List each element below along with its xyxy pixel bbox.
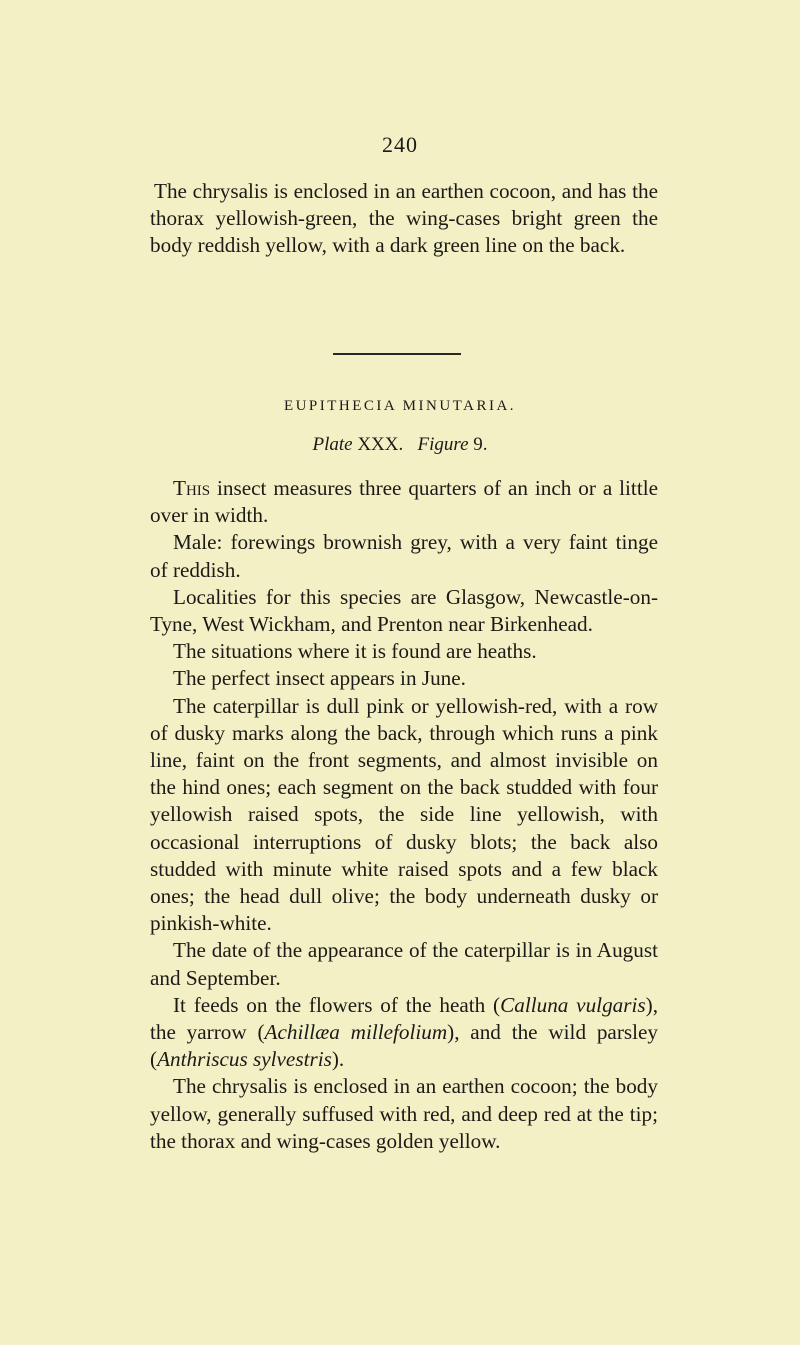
intro-section	[150, 178, 658, 260]
paragraph-male: Male: forewings brownish grey, with a very faint tinge of reddish.	[150, 530, 658, 582]
food-text-a: It feeds on the flowers of the heath (	[173, 992, 501, 1017]
paragraph-caterpillar: The caterpillar is dull pink or yellowish-red, with a row of dusky marks along the back, through which runs a pink line, faint on the front segments, and almost invisible on the hind ones; each segment on the back studded with four yellowish raised spots, the side line yellowish, with occasional interruptions of dusky blots; the back also studded with minute white raised spots and a few black ones; the head dull olive; the body underneath dusky or pinkish-white.	[150, 693, 658, 936]
species-calluna: Calluna vulgaris	[500, 992, 646, 1017]
figure-number: 9.	[473, 434, 488, 455]
section-divider	[333, 353, 461, 355]
paragraph-size-text: insect measures three quarters of an inch or a little over in width.	[150, 476, 658, 528]
paragraph-situations: The situations where it is found are heaths.	[173, 639, 537, 664]
species-description	[150, 475, 658, 1155]
paragraph-lead-word: This	[173, 476, 211, 500]
paragraph-localities: Localities for this species are Glasgow, Newcastle-on-Tyne, West Wickham, and Prenton near Birkenhead.	[150, 584, 658, 637]
species-achillaea: Achillæa millefolium	[264, 1020, 448, 1045]
food-text-c: ), and the wild parsley (	[150, 1020, 659, 1072]
intro-paragraph: The chrysalis is enclosed in an earthen cocoon, and has the thorax yellowish-green, the wing-cases bright green the body reddish yellow, with a dark green line on the back.	[150, 179, 658, 258]
plate-number: XXX.	[357, 434, 404, 455]
species-anthriscus: Anthriscus sylvestris	[157, 1047, 332, 1072]
paragraph-food-plants	[150, 992, 658, 1074]
species-title: EUPITHECIA MINUTARIA.	[283, 398, 517, 414]
page-number: 240	[382, 132, 418, 157]
paragraph-size	[150, 475, 658, 529]
plate-label: Plate	[312, 434, 353, 455]
paragraph-chrysalis: The chrysalis is enclosed in an earthen cocoon; the body yellow, generally suffused with red, and deep red at the tip; the thorax and wing-cases golden yellow.	[150, 1074, 658, 1153]
figure-label: Figure	[417, 434, 469, 455]
paragraph-caterpillar-date: The date of the appearance of the caterpillar is in August and September.	[150, 938, 658, 990]
food-text-d: ).	[331, 1047, 345, 1072]
plate-reference	[0, 434, 800, 456]
paragraph-perfect-insect: The perfect insect appears in June.	[173, 666, 466, 691]
food-text-b: ), the yarrow (	[150, 992, 658, 1045]
